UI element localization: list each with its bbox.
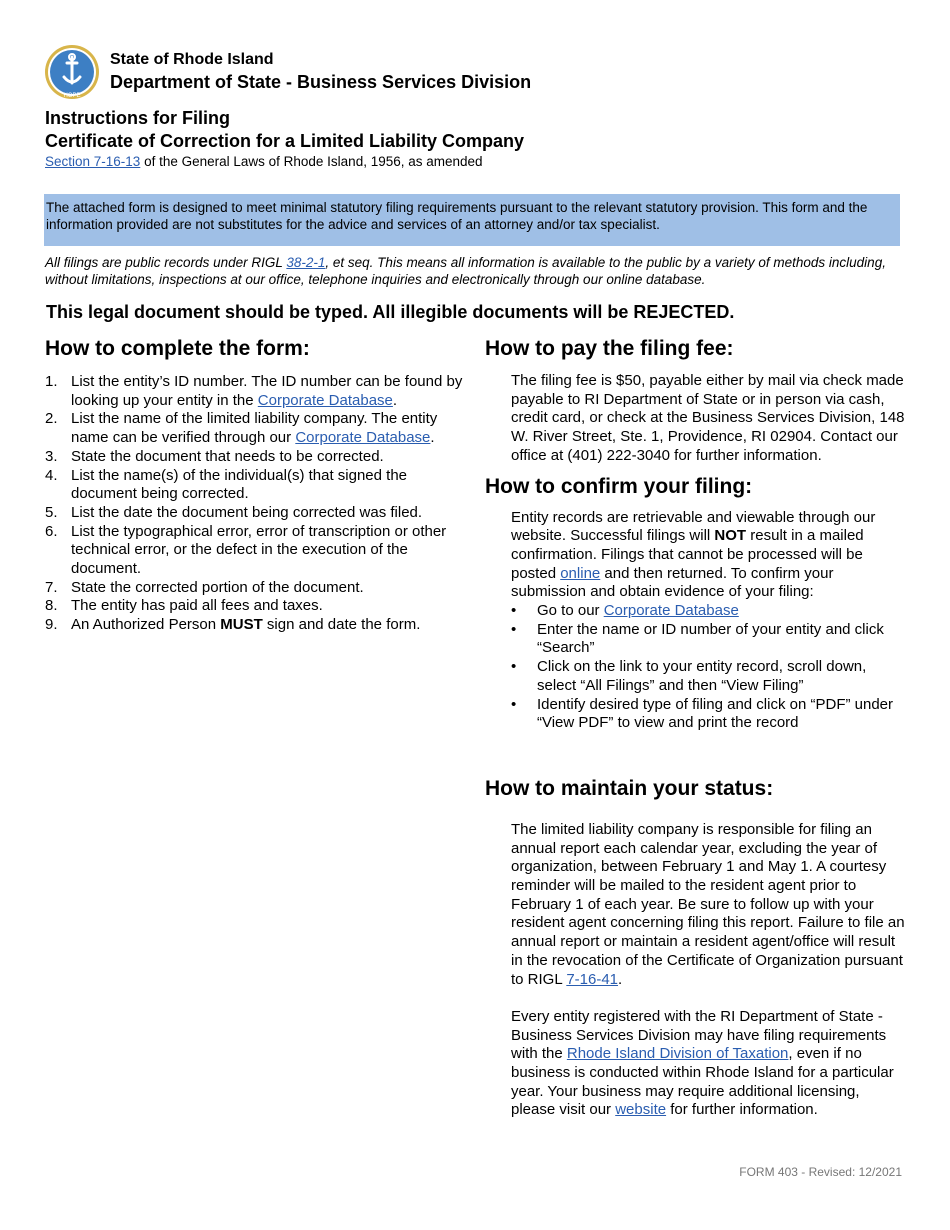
bullet-icon: •: [511, 602, 517, 620]
typed-warning: This legal document should be typed. All illegible documents will be REJECTED.: [46, 302, 735, 322]
title-block: [45, 107, 905, 171]
list-item: [45, 579, 465, 598]
step-number: 8.: [45, 597, 58, 615]
maintain-text-d: , even if no business is conducted within Rhode Island for a particular year. Your business may require additional licensing, please visit our: [511, 1045, 894, 1119]
step-number: 4.: [45, 466, 58, 484]
not-emphasis: NOT: [714, 527, 747, 545]
form-revision-footer: FORM 403 - Revised: 12/2021: [739, 1165, 902, 1179]
right-column: [485, 336, 905, 1120]
corporate-database-link[interactable]: Corporate Database: [603, 602, 739, 620]
pay-text: The filing fee is $50, payable either by mail via check made payable to RI Department of State or in person via cash, credit card, or check at the Business Services Division, 148 W. River Street, Ste. 1, Providence, RI 02904. Contact our office at (401) 222-3040 for further information.: [511, 372, 905, 464]
step-text-end: .: [392, 391, 398, 409]
list-item: [45, 410, 465, 447]
list-item: [511, 658, 905, 695]
header-department: Department of State - Business Services Division: [110, 72, 532, 92]
title-line-2: Certificate of Correction for a Limited Liability Company: [45, 131, 525, 151]
step-number: 1.: [45, 373, 58, 390]
maintain-heading: How to maintain your status:: [485, 776, 774, 800]
rigl-7-16-41-link[interactable]: 7-16-41: [566, 970, 619, 988]
online-link[interactable]: online: [560, 564, 601, 582]
section-link[interactable]: Section 7-16-13: [45, 154, 141, 169]
complete-section: [45, 336, 465, 635]
step-text: List the date the document being corrected was filed.: [71, 503, 423, 521]
step-text: List the name(s) of the individual(s) that signed the document being corrected.: [71, 466, 408, 503]
rigl-38-2-1-link[interactable]: 38-2-1: [286, 255, 326, 270]
title-line-1: Instructions for Filing: [45, 108, 230, 128]
maintain-text-2: [511, 1008, 905, 1120]
step-number: 5.: [45, 503, 58, 521]
list-item: [511, 621, 905, 658]
list-item: [511, 602, 905, 621]
statute-rest: of the General Laws of Rhode Island, 1956, as amended: [140, 154, 483, 169]
ri-state-seal-icon: [44, 44, 100, 100]
step-text: An Authorized Person: [71, 616, 221, 634]
list-item: [45, 467, 465, 504]
step-text-end: .: [430, 429, 435, 447]
corporate-database-link[interactable]: Corporate Database: [295, 429, 431, 447]
bullet-text: Identify desired type of filing and click on “PDF” under “View PDF” to view and print the record: [537, 695, 894, 732]
step-number: 6.: [45, 522, 58, 540]
list-item: [45, 373, 465, 410]
pay-heading: How to pay the filing fee:: [485, 337, 734, 360]
maintain-text-b: .: [618, 970, 623, 988]
step-text-end: sign and date the form.: [262, 616, 421, 634]
step-text: List the entity’s ID number. The ID number can be found by looking up your entity in the: [71, 373, 463, 409]
confirm-heading: How to confirm your filing:: [485, 474, 753, 498]
public-pre: All filings are public records under RIGL: [45, 255, 287, 270]
division-of-taxation-link[interactable]: Rhode Island Division of Taxation: [566, 1045, 789, 1063]
list-item: [45, 616, 465, 635]
step-number: 9.: [45, 616, 58, 634]
confirm-steps-list: [511, 602, 905, 733]
confirm-text-c: and then returned. To confirm your submission and obtain evidence of your filing:: [511, 564, 834, 601]
public-post: , et seq. This means all information is available to the public by a variety of methods including, without limitations, inspections at our office, telephone inquiries and electronically through our online database.: [45, 255, 886, 287]
step-text: The entity has paid all fees and taxes.: [71, 597, 323, 615]
complete-heading: How to complete the form:: [45, 337, 310, 360]
seal-motto: HOPE: [63, 93, 81, 99]
maintain-text-c: Every entity registered with the RI Department of State - Business Services Division may have filing requirements with the: [511, 1007, 887, 1063]
public-records-note: [45, 254, 905, 288]
steps-list: [45, 373, 465, 635]
step-text: List the typographical error, error of transcription or other technical error, or the defect in the execution of the document.: [71, 522, 447, 578]
list-item: [45, 597, 465, 616]
confirm-text: [511, 509, 905, 603]
list-item: [45, 523, 465, 579]
bullet-icon: •: [511, 695, 517, 713]
step-text: State the corrected portion of the document.: [71, 578, 364, 596]
statute-line: [45, 153, 905, 171]
step-text: List the name of the limited liability company. The entity name can be verified through our: [71, 410, 438, 447]
bullet-text: Enter the name or ID number of your entity and click “Search”: [537, 620, 884, 657]
bullet-text: Go to our: [537, 602, 604, 620]
list-item: [45, 448, 465, 467]
bullet-text: Click on the link to your entity record, scroll down, select “All Filings” and then “View Filing”: [537, 658, 867, 694]
step-number: 3.: [45, 447, 58, 465]
confirm-text-b: result in a mailed confirmation. Filings that cannot be processed will be posted: [511, 527, 864, 582]
step-text: State the document that needs to be corrected.: [71, 447, 384, 465]
maintain-text-a: The limited liability company is responsible for filing an annual report each calendar year, excluding the year of organization, between February 1 and May 1. A courtesy reminder will be mailed to the resident agent prior to February 1 of each year. Be sure to follow up with your resident agent concerning filing this report. Failure to file an annual report or maintain a resident agent/office will result in the revocation of the Certificate of Organization pursuant to RIGL: [511, 820, 905, 988]
list-item: [511, 696, 905, 733]
maintain-text-e: for further information.: [666, 1101, 818, 1119]
confirm-text-a: Entity records are retrievable and viewable through our website. Successful filings will: [511, 508, 876, 545]
list-item: [45, 504, 465, 523]
bullet-icon: •: [511, 620, 517, 638]
disclaimer-notice: The attached form is designed to meet minimal statutory filing requirements pursuant to the relevant statutory provision. This form and the information provided are not substitutes for the advice and services of an attorney and/or tax specialist.: [44, 194, 900, 246]
must-emphasis: MUST: [220, 616, 263, 634]
corporate-database-link[interactable]: Corporate Database: [257, 391, 393, 409]
website-link[interactable]: website: [615, 1101, 667, 1119]
step-number: 7.: [45, 578, 58, 596]
maintain-text-1: [511, 821, 905, 989]
step-number: 2.: [45, 410, 58, 428]
bullet-icon: •: [511, 658, 517, 676]
header-state: State of Rhode Island: [110, 51, 274, 68]
